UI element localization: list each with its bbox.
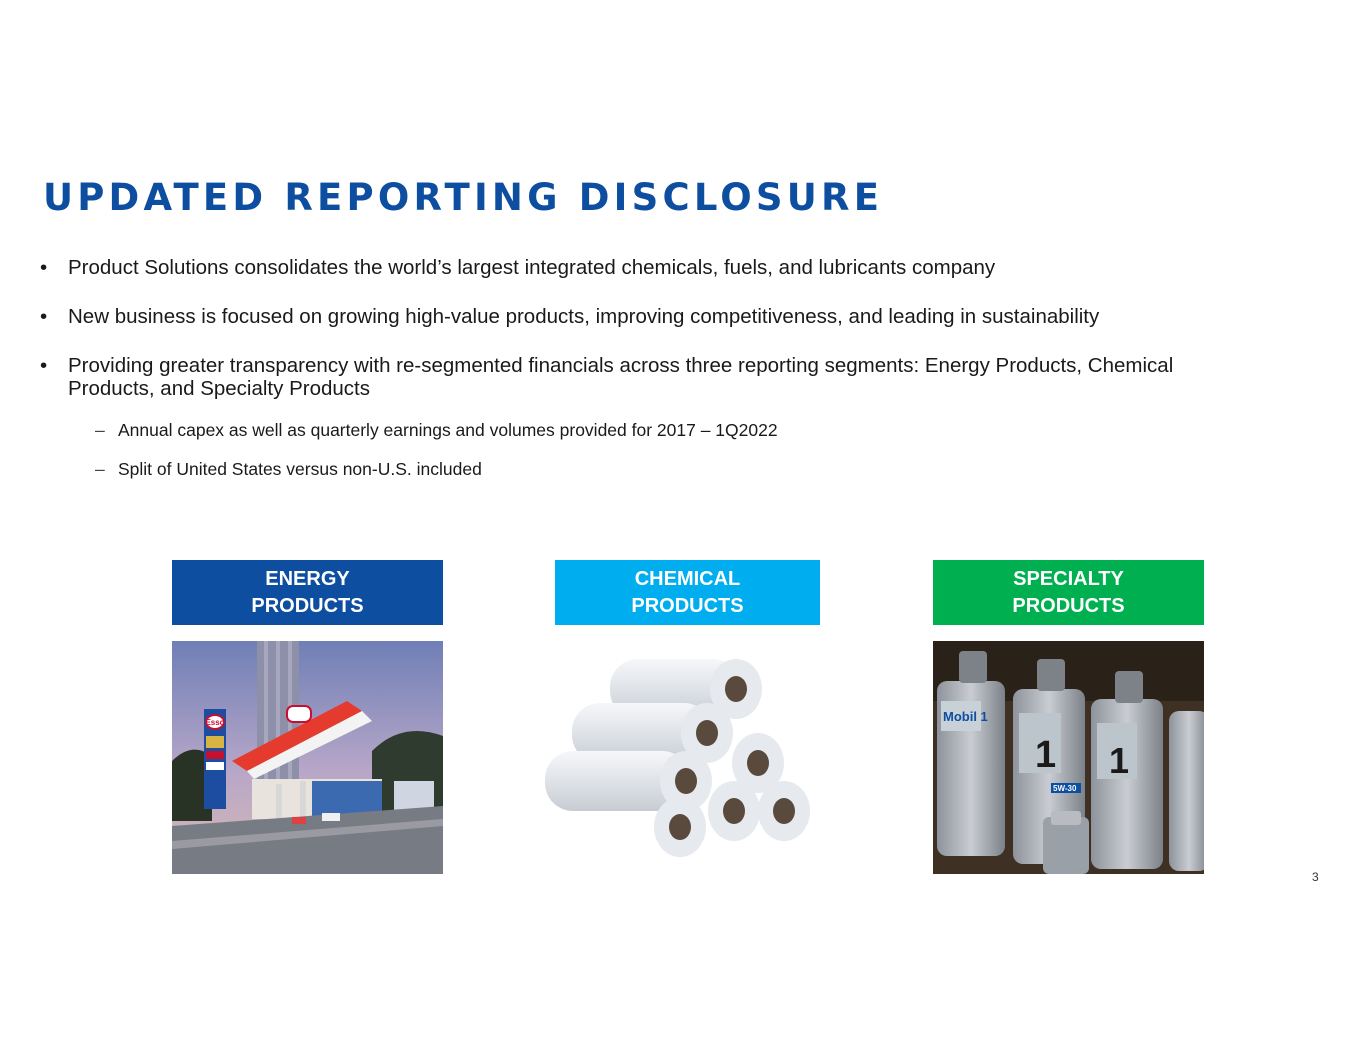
bullet-marker: • xyxy=(40,354,48,377)
plastic-film-rolls-image xyxy=(540,641,815,874)
energy-products-label xyxy=(172,560,443,625)
bullet-marker: • xyxy=(40,305,48,328)
esso-logo-text: Esso xyxy=(205,718,225,727)
sub-bullet-marker: – xyxy=(95,459,105,479)
bullet-text: New business is focused on growing high-value products, improving competitiveness, and leading in sustainability xyxy=(68,305,1100,328)
specialty-products-label xyxy=(933,560,1204,625)
segment-label-line: ENERGY xyxy=(265,567,350,590)
segment-label-line: PRODUCTS xyxy=(631,594,744,617)
page-number: 3 xyxy=(1312,870,1319,884)
mobil1-logo-text: Mobil 1 xyxy=(943,709,988,724)
sub-bullet-marker: – xyxy=(95,420,105,440)
segment-label-line: SPECIALTY xyxy=(1013,567,1124,590)
segment-label-line: PRODUCTS xyxy=(1012,594,1125,617)
bullet-text: Product Solutions consolidates the world’s largest integrated chemicals, fuels, and lubricants company xyxy=(68,256,996,279)
sub-bullet-text: Split of United States versus non-U.S. included xyxy=(118,459,482,479)
bullet-marker: • xyxy=(40,256,48,279)
chemical-products-label xyxy=(555,560,820,625)
segment-label-line: PRODUCTS xyxy=(251,594,364,617)
oil-grade-text: 5W-30 xyxy=(1053,784,1077,793)
motor-oil-bottles-image xyxy=(933,641,1204,874)
mobil-one-numeral: 1 xyxy=(1109,740,1130,781)
page-title: UPDATED REPORTING DISCLOSURE xyxy=(43,176,884,219)
sub-bullet-text: Annual capex as well as quarterly earnings and volumes provided for 2017 – 1Q2022 xyxy=(118,420,778,440)
bullet-text: Providing greater transparency with re-segmented financials across three reporting segments: Energy Products, Chemical xyxy=(68,354,1174,377)
segment-label-line: CHEMICAL xyxy=(634,567,741,590)
gas-station-image xyxy=(172,641,443,874)
mobil-one-numeral: 1 xyxy=(1035,734,1057,776)
bullet-text-continued: Products, and Specialty Products xyxy=(68,377,370,400)
